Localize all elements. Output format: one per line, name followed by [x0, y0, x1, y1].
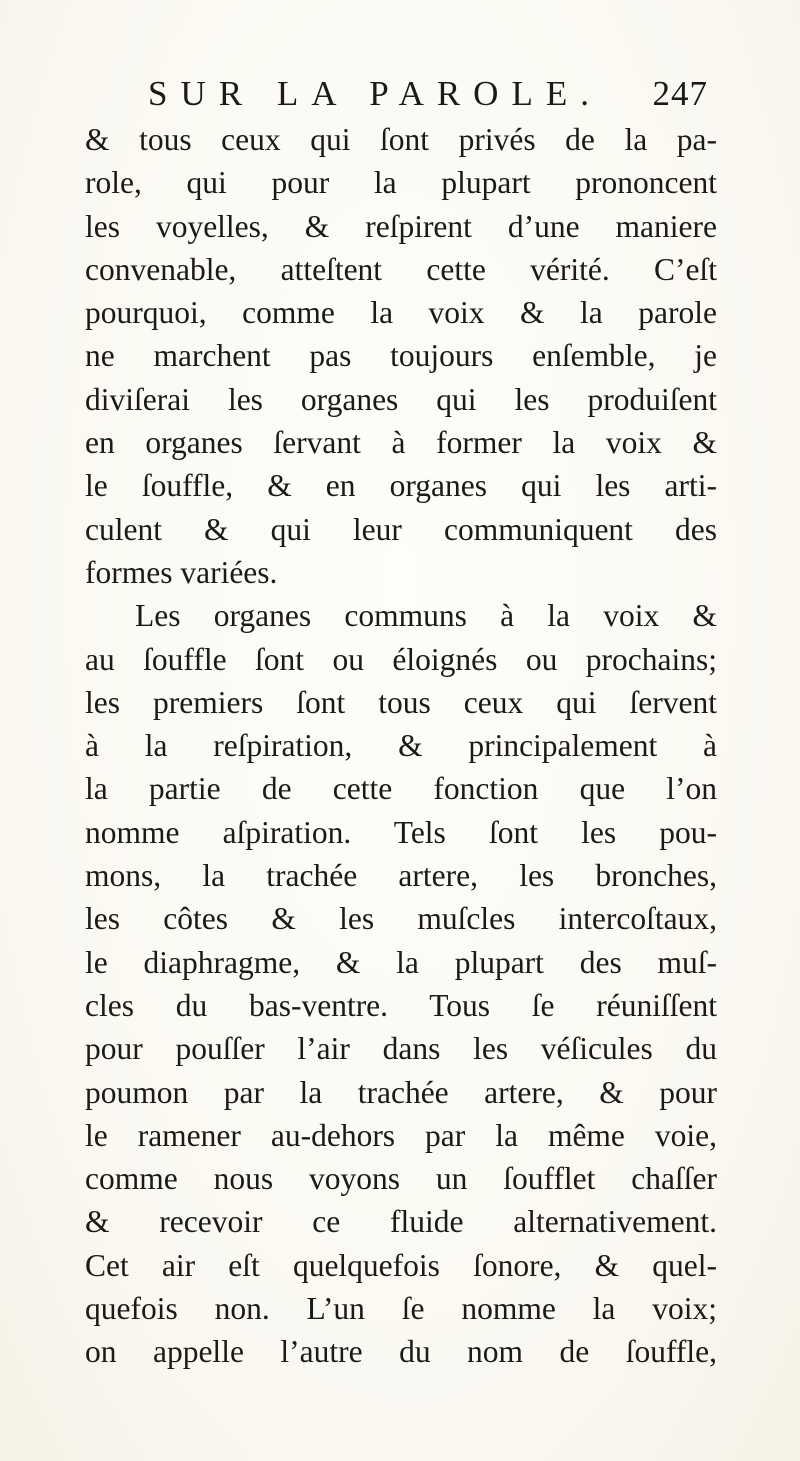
text-line: Cet air eſt quelquefois ſonore, & quel-: [85, 1247, 717, 1283]
text-line: cles du bas-ventre. Tous ſe réuniſſent: [85, 987, 717, 1023]
text-line: & tous ceux qui ſont privés de la pa-: [85, 122, 717, 157]
text-line: diviſerai les organes qui les produiſent: [85, 381, 717, 417]
running-head: SUR LA PAROLE.: [148, 74, 602, 113]
text-line: poumon par la trachée artere, & pour: [85, 1074, 717, 1110]
text-line: la partie de cette fonction que l’on: [85, 771, 717, 807]
paragraph-start-line: Les organes communs à la voix &: [135, 598, 717, 634]
text-line: le diaphragme, & la plupart des muſ-: [85, 944, 717, 980]
text-line: les premiers ſont tous ceux qui ſervent: [85, 684, 717, 720]
text-line: comme nous voyons un ſoufflet chaſſer: [85, 1161, 717, 1197]
text-line: nomme aſpiration. Tels ſont les pou-: [85, 814, 717, 850]
body-text: [85, 118, 717, 1374]
text-line: le ſouffle, & en organes qui les arti-: [85, 468, 717, 504]
text-line: au ſouffle ſont ou éloignés ou prochains;: [85, 641, 717, 677]
text-line: convenable, atteſtent cette vérité. C’eſt: [85, 251, 717, 287]
text-line: & recevoir ce fluide alternativement.: [85, 1204, 717, 1240]
text-line: quefois non. L’un ſe nomme la voix;: [85, 1291, 717, 1327]
text-line: les voyelles, & reſpirent d’une maniere: [85, 208, 717, 244]
text-line: le ramener au-dehors par la même voie,: [85, 1117, 717, 1153]
paragraph-end-line: formes variées.: [85, 554, 278, 590]
text-line: à la reſpiration, & principalement à: [85, 728, 717, 764]
text-line: ne marchent pas toujours enſemble, je: [85, 338, 717, 374]
text-line: mons, la trachée artere, les bronches,: [85, 858, 717, 894]
text-line: en organes ſervant à former la voix &: [85, 425, 717, 461]
text-line: culent & qui leur communiquent des: [85, 511, 717, 547]
text-line: on appelle l’autre du nom de ſouffle,: [85, 1334, 717, 1370]
text-line: pour pouſſer l’air dans les véſicules du: [85, 1031, 717, 1067]
page-header: [148, 72, 708, 116]
page-number: 247: [652, 74, 708, 113]
text-line: les côtes & les muſcles intercoſtaux,: [85, 901, 717, 937]
text-line: role, qui pour la plupart prononcent: [85, 165, 717, 201]
text-line: pourquoi, comme la voix & la parole: [85, 295, 717, 331]
